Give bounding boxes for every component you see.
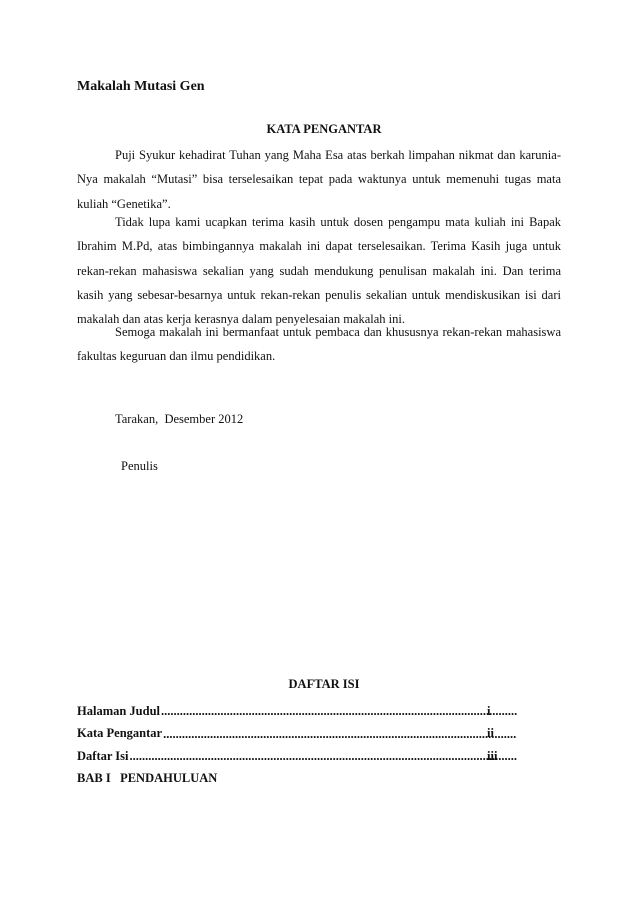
toc-entry [77,745,517,768]
toc-chapter-label: BAB I PENDAHULUAN [77,771,218,786]
toc-entry-page: i [487,703,491,718]
kata-pengantar-paragraph [77,320,561,369]
paragraph-text: Semoga makalah ini bermanfaat untuk pembaca dan khususnya rekan-rekan mahasiswa fakultas keguruan dan ilmu pendidikan. [77,325,561,364]
toc-leader-dots [130,748,517,764]
toc-leader-dots [163,726,517,742]
paragraph-text: Tidak lupa kami ucapkan terima kasih untuk dosen pengampu mata kuliah ini Bapak Ibrahim M.Pd, atas bimbingannya makalah ini dapat terselesaikan. Terima Kasih juga untuk rekan-rekan mahasiswa sekalian yang sudah mendukung penulisan makalah ini. Dan terima kasih yang sebesar-besarnya untuk rekan-rekan penulis sekalian untuk mendiskusikan isi dari makalah dan atas kerja kerasnya dalam penyelesaian makalah ini. [77,215,561,327]
toc-entry-label: Kata Pengantar [77,726,163,741]
place-date: Tarakan, Desember 2012 [115,412,244,426]
toc-entry-page: ii [487,726,494,741]
toc-entry [77,723,517,746]
toc-entry-page: iii [487,748,498,763]
toc-chapter-row [77,768,517,791]
document-title: Makalah Mutasi Gen [77,79,205,94]
toc-entry-label: Daftar Isi [77,748,129,763]
toc-entry-label: Halaman Judul [77,703,161,718]
author-signature: Penulis [121,459,158,473]
toc-entry [77,700,517,723]
paragraph-text: Puji Syukur kehadirat Tuhan yang Maha Esa atas berkah limpahan nikmat dan karunia-Nya makalah “Mutasi” bisa terselesaikan tepat pada waktunya untuk memenuhi tugas mata kuliah “Genetika”. [77,148,561,211]
daftar-isi-heading: DAFTAR ISI [288,677,360,691]
kata-pengantar-paragraph [77,210,561,331]
toc-leader-dots [161,703,517,719]
kata-pengantar-paragraph [77,143,561,216]
kata-pengantar-heading: KATA PENGANTAR [266,122,382,136]
table-of-contents [77,700,517,790]
